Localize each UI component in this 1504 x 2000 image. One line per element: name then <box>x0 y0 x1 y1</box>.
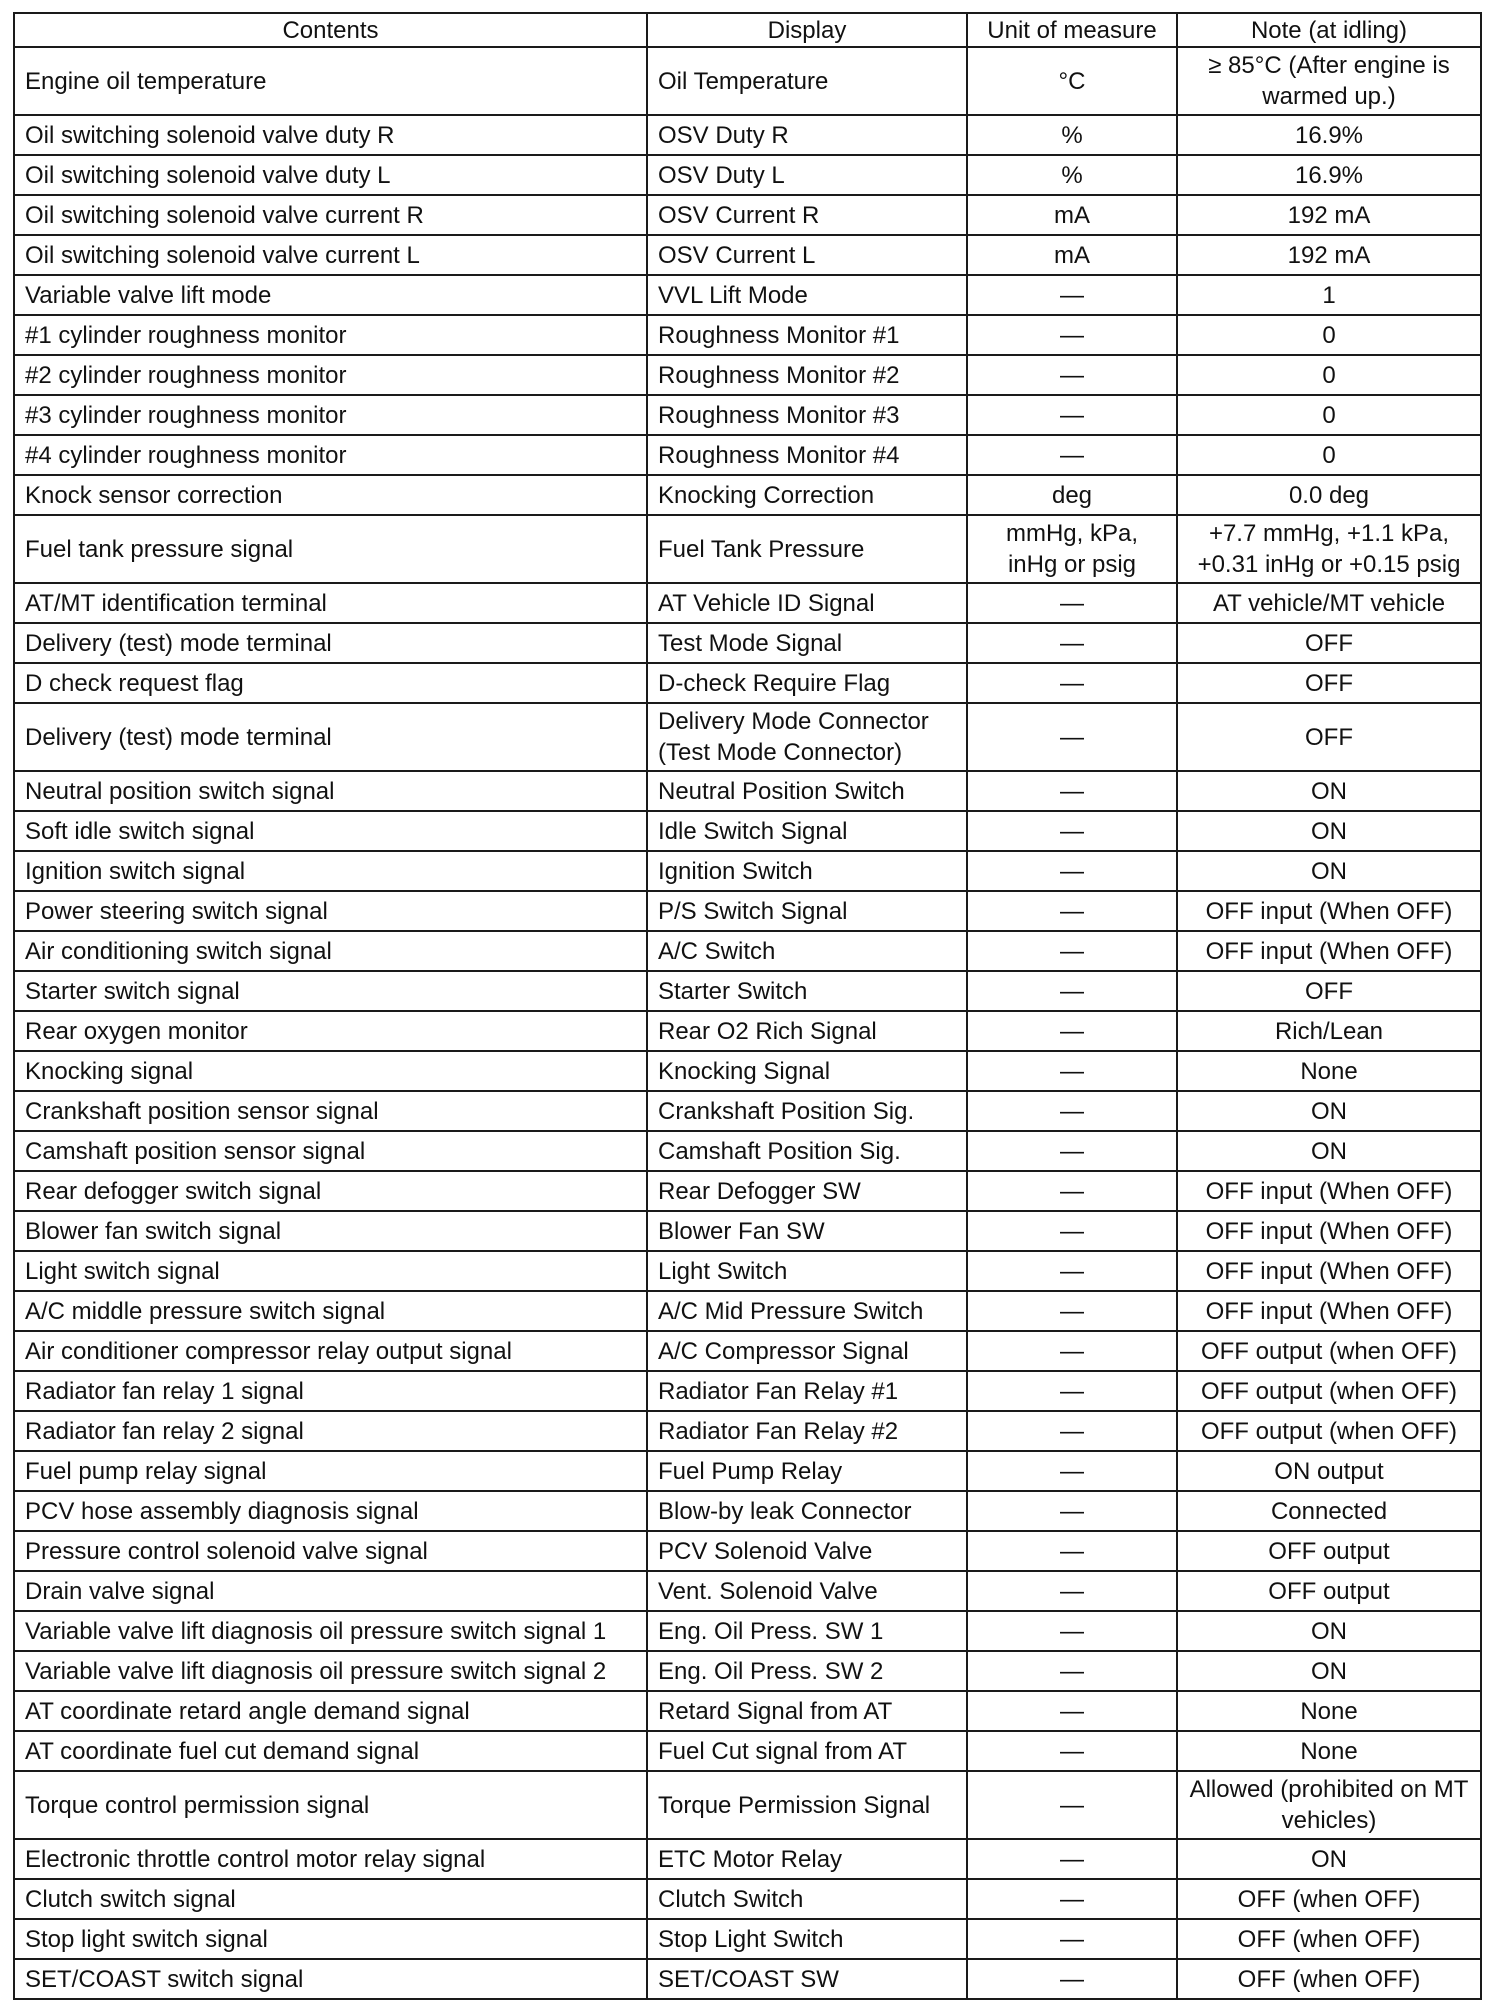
table-row <box>14 851 1481 891</box>
table-row <box>14 1571 1481 1611</box>
cell-contents: Rear oxygen monitor <box>14 1011 647 1051</box>
cell-contents: Air conditioning switch signal <box>14 931 647 971</box>
cell-display: Radiator Fan Relay #1 <box>647 1371 967 1411</box>
table-row <box>14 1331 1481 1371</box>
cell-contents: Blower fan switch signal <box>14 1211 647 1251</box>
cell-unit: — <box>967 1691 1177 1731</box>
cell-display: Rear O2 Rich Signal <box>647 1011 967 1051</box>
table-row <box>14 1839 1481 1879</box>
cell-note: OFF (when OFF) <box>1177 1919 1481 1959</box>
cell-note: 0 <box>1177 435 1481 475</box>
table-row <box>14 1919 1481 1959</box>
cell-contents: Oil switching solenoid valve current R <box>14 195 647 235</box>
cell-note: ≥ 85°C (After engine is warmed up.) <box>1177 47 1481 115</box>
table-row <box>14 1131 1481 1171</box>
cell-note: 0 <box>1177 395 1481 435</box>
cell-contents: Rear defogger switch signal <box>14 1171 647 1211</box>
cell-contents: Variable valve lift diagnosis oil pressure switch signal 2 <box>14 1651 647 1691</box>
cell-note: 0.0 deg <box>1177 475 1481 515</box>
cell-unit: mA <box>967 235 1177 275</box>
table-row <box>14 115 1481 155</box>
cell-display: Fuel Pump Relay <box>647 1451 967 1491</box>
header-note: Note (at idling) <box>1177 13 1481 47</box>
cell-display: P/S Switch Signal <box>647 891 967 931</box>
cell-note: OFF output (when OFF) <box>1177 1331 1481 1371</box>
cell-contents: Knock sensor correction <box>14 475 647 515</box>
cell-note: OFF output (when OFF) <box>1177 1411 1481 1451</box>
cell-unit: — <box>967 931 1177 971</box>
table-body <box>14 47 1481 1999</box>
cell-unit: — <box>967 1651 1177 1691</box>
table-row <box>14 1959 1481 1999</box>
cell-unit: — <box>967 435 1177 475</box>
cell-contents: Camshaft position sensor signal <box>14 1131 647 1171</box>
cell-note: Connected <box>1177 1491 1481 1531</box>
cell-display: A/C Compressor Signal <box>647 1331 967 1371</box>
table-row <box>14 1451 1481 1491</box>
cell-contents: AT coordinate retard angle demand signal <box>14 1691 647 1731</box>
cell-display: Light Switch <box>647 1251 967 1291</box>
table-row <box>14 1691 1481 1731</box>
cell-unit: — <box>967 1731 1177 1771</box>
cell-unit: mA <box>967 195 1177 235</box>
header-contents: Contents <box>14 13 647 47</box>
cell-unit: — <box>967 623 1177 663</box>
cell-note: +7.7 mmHg, +1.1 kPa, +0.31 inHg or +0.15 psig <box>1177 515 1481 583</box>
cell-note: OFF input (When OFF) <box>1177 1251 1481 1291</box>
cell-contents: #1 cylinder roughness monitor <box>14 315 647 355</box>
cell-contents: Power steering switch signal <box>14 891 647 931</box>
cell-note: OFF <box>1177 663 1481 703</box>
cell-contents: Radiator fan relay 2 signal <box>14 1411 647 1451</box>
header-display: Display <box>647 13 967 47</box>
cell-display: Roughness Monitor #3 <box>647 395 967 435</box>
cell-note: ON <box>1177 851 1481 891</box>
cell-unit: — <box>967 315 1177 355</box>
cell-unit: — <box>967 1051 1177 1091</box>
cell-note: None <box>1177 1731 1481 1771</box>
cell-display: SET/COAST SW <box>647 1959 967 1999</box>
table-row <box>14 1011 1481 1051</box>
table-row <box>14 1171 1481 1211</box>
cell-note: ON <box>1177 1651 1481 1691</box>
cell-display: Roughness Monitor #1 <box>647 315 967 355</box>
table-row <box>14 663 1481 703</box>
table-row <box>14 931 1481 971</box>
cell-unit: % <box>967 115 1177 155</box>
cell-unit: — <box>967 851 1177 891</box>
cell-display: Test Mode Signal <box>647 623 967 663</box>
table-row <box>14 1371 1481 1411</box>
table-row <box>14 1091 1481 1131</box>
cell-note: ON output <box>1177 1451 1481 1491</box>
table-row <box>14 623 1481 663</box>
table-row <box>14 583 1481 623</box>
cell-display: Radiator Fan Relay #2 <box>647 1411 967 1451</box>
cell-unit: °C <box>967 47 1177 115</box>
table-row <box>14 771 1481 811</box>
cell-note: None <box>1177 1051 1481 1091</box>
cell-contents: Light switch signal <box>14 1251 647 1291</box>
table-row <box>14 1531 1481 1571</box>
cell-contents: Torque control permission signal <box>14 1771 647 1839</box>
cell-contents: SET/COAST switch signal <box>14 1959 647 1999</box>
cell-display: Roughness Monitor #4 <box>647 435 967 475</box>
cell-unit: % <box>967 155 1177 195</box>
cell-display: OSV Current R <box>647 195 967 235</box>
cell-note: OFF output (when OFF) <box>1177 1371 1481 1411</box>
cell-display: AT Vehicle ID Signal <box>647 583 967 623</box>
cell-display: Delivery Mode Connector (Test Mode Connector) <box>647 703 967 771</box>
cell-unit: — <box>967 1171 1177 1211</box>
cell-display: A/C Mid Pressure Switch <box>647 1291 967 1331</box>
cell-display: Ignition Switch <box>647 851 967 891</box>
cell-note: 16.9% <box>1177 155 1481 195</box>
cell-contents: #2 cylinder roughness monitor <box>14 355 647 395</box>
cell-note: OFF input (When OFF) <box>1177 931 1481 971</box>
cell-unit: — <box>967 703 1177 771</box>
cell-display: OSV Current L <box>647 235 967 275</box>
cell-note: ON <box>1177 811 1481 851</box>
table-row <box>14 355 1481 395</box>
table-row <box>14 1611 1481 1651</box>
cell-contents: Variable valve lift mode <box>14 275 647 315</box>
cell-display: OSV Duty R <box>647 115 967 155</box>
table-row <box>14 475 1481 515</box>
cell-display: Camshaft Position Sig. <box>647 1131 967 1171</box>
table-row <box>14 1879 1481 1919</box>
table-row <box>14 275 1481 315</box>
cell-contents: #4 cylinder roughness monitor <box>14 435 647 475</box>
cell-unit: — <box>967 1011 1177 1051</box>
table-row <box>14 891 1481 931</box>
cell-unit: — <box>967 1611 1177 1651</box>
cell-note: OFF input (When OFF) <box>1177 891 1481 931</box>
cell-contents: Air conditioner compressor relay output signal <box>14 1331 647 1371</box>
cell-unit: — <box>967 1251 1177 1291</box>
cell-unit: — <box>967 1411 1177 1451</box>
cell-contents: D check request flag <box>14 663 647 703</box>
table-row <box>14 235 1481 275</box>
cell-note: Allowed (prohibited on MT vehicles) <box>1177 1771 1481 1839</box>
cell-display: Fuel Tank Pressure <box>647 515 967 583</box>
table-row <box>14 1771 1481 1839</box>
cell-display: ETC Motor Relay <box>647 1839 967 1879</box>
cell-note: OFF input (When OFF) <box>1177 1291 1481 1331</box>
cell-contents: Crankshaft position sensor signal <box>14 1091 647 1131</box>
cell-unit: — <box>967 811 1177 851</box>
cell-note: ON <box>1177 1611 1481 1651</box>
cell-note: OFF <box>1177 703 1481 771</box>
cell-unit: — <box>967 1531 1177 1571</box>
cell-unit: — <box>967 971 1177 1011</box>
table-row <box>14 315 1481 355</box>
cell-display: Vent. Solenoid Valve <box>647 1571 967 1611</box>
cell-contents: A/C middle pressure switch signal <box>14 1291 647 1331</box>
cell-display: Crankshaft Position Sig. <box>647 1091 967 1131</box>
cell-display: Knocking Correction <box>647 475 967 515</box>
cell-unit: — <box>967 1131 1177 1171</box>
table-row <box>14 155 1481 195</box>
cell-display: Retard Signal from AT <box>647 1691 967 1731</box>
table-row <box>14 1211 1481 1251</box>
table-row <box>14 395 1481 435</box>
data-table <box>13 12 1482 2000</box>
table-row <box>14 971 1481 1011</box>
cell-display: Fuel Cut signal from AT <box>647 1731 967 1771</box>
cell-display: OSV Duty L <box>647 155 967 195</box>
cell-contents: Oil switching solenoid valve current L <box>14 235 647 275</box>
cell-unit: — <box>967 1491 1177 1531</box>
cell-display: Stop Light Switch <box>647 1919 967 1959</box>
cell-display: VVL Lift Mode <box>647 275 967 315</box>
cell-display: Rear Defogger SW <box>647 1171 967 1211</box>
cell-display: Eng. Oil Press. SW 1 <box>647 1611 967 1651</box>
cell-unit: — <box>967 1291 1177 1331</box>
cell-display: Starter Switch <box>647 971 967 1011</box>
cell-display: Idle Switch Signal <box>647 811 967 851</box>
cell-unit: — <box>967 1771 1177 1839</box>
cell-unit: — <box>967 771 1177 811</box>
cell-note: OFF (when OFF) <box>1177 1879 1481 1919</box>
cell-unit: — <box>967 1919 1177 1959</box>
cell-note: 0 <box>1177 315 1481 355</box>
cell-unit: — <box>967 891 1177 931</box>
cell-unit: — <box>967 583 1177 623</box>
cell-note: Rich/Lean <box>1177 1011 1481 1051</box>
cell-unit: — <box>967 1959 1177 1999</box>
table-row <box>14 811 1481 851</box>
cell-contents: Oil switching solenoid valve duty L <box>14 155 647 195</box>
cell-contents: #3 cylinder roughness monitor <box>14 395 647 435</box>
cell-contents: Radiator fan relay 1 signal <box>14 1371 647 1411</box>
cell-note: OFF output <box>1177 1571 1481 1611</box>
cell-unit: — <box>967 1211 1177 1251</box>
cell-display: D-check Require Flag <box>647 663 967 703</box>
cell-contents: Knocking signal <box>14 1051 647 1091</box>
cell-note: 192 mA <box>1177 235 1481 275</box>
cell-contents: Ignition switch signal <box>14 851 647 891</box>
cell-unit: — <box>967 1839 1177 1879</box>
cell-contents: Engine oil temperature <box>14 47 647 115</box>
cell-contents: Delivery (test) mode terminal <box>14 703 647 771</box>
cell-note: OFF input (When OFF) <box>1177 1211 1481 1251</box>
cell-display: Oil Temperature <box>647 47 967 115</box>
cell-unit: — <box>967 275 1177 315</box>
cell-unit: — <box>967 1371 1177 1411</box>
cell-note: AT vehicle/MT vehicle <box>1177 583 1481 623</box>
cell-unit: — <box>967 1091 1177 1131</box>
cell-display: Knocking Signal <box>647 1051 967 1091</box>
table-row <box>14 1251 1481 1291</box>
cell-note: 1 <box>1177 275 1481 315</box>
cell-note: ON <box>1177 1131 1481 1171</box>
table-row <box>14 435 1481 475</box>
cell-unit: — <box>967 1331 1177 1371</box>
table-row <box>14 1291 1481 1331</box>
cell-contents: Pressure control solenoid valve signal <box>14 1531 647 1571</box>
cell-note: OFF (when OFF) <box>1177 1959 1481 1999</box>
cell-note: None <box>1177 1691 1481 1731</box>
table-row <box>14 47 1481 115</box>
cell-display: Torque Permission Signal <box>647 1771 967 1839</box>
cell-unit: mmHg, kPa, inHg or psig <box>967 515 1177 583</box>
cell-contents: AT/MT identification terminal <box>14 583 647 623</box>
cell-contents: Fuel pump relay signal <box>14 1451 647 1491</box>
table-row <box>14 703 1481 771</box>
cell-unit: deg <box>967 475 1177 515</box>
table-header <box>14 13 1481 47</box>
cell-contents: Fuel tank pressure signal <box>14 515 647 583</box>
table-row <box>14 1651 1481 1691</box>
cell-unit: — <box>967 355 1177 395</box>
cell-unit: — <box>967 663 1177 703</box>
cell-note: ON <box>1177 771 1481 811</box>
cell-contents: Clutch switch signal <box>14 1879 647 1919</box>
cell-note: OFF input (When OFF) <box>1177 1171 1481 1211</box>
cell-contents: Stop light switch signal <box>14 1919 647 1959</box>
table-row <box>14 515 1481 583</box>
cell-contents: Oil switching solenoid valve duty R <box>14 115 647 155</box>
cell-display: Roughness Monitor #2 <box>647 355 967 395</box>
cell-contents: Neutral position switch signal <box>14 771 647 811</box>
cell-note: ON <box>1177 1839 1481 1879</box>
cell-display: A/C Switch <box>647 931 967 971</box>
cell-display: Clutch Switch <box>647 1879 967 1919</box>
cell-unit: — <box>967 1571 1177 1611</box>
header-row <box>14 13 1481 47</box>
cell-contents: AT coordinate fuel cut demand signal <box>14 1731 647 1771</box>
table-row <box>14 1731 1481 1771</box>
cell-display: Blow-by leak Connector <box>647 1491 967 1531</box>
cell-contents: Starter switch signal <box>14 971 647 1011</box>
table-row <box>14 1491 1481 1531</box>
cell-display: Blower Fan SW <box>647 1211 967 1251</box>
cell-contents: Electronic throttle control motor relay signal <box>14 1839 647 1879</box>
cell-note: OFF <box>1177 623 1481 663</box>
cell-note: OFF <box>1177 971 1481 1011</box>
header-unit: Unit of measure <box>967 13 1177 47</box>
table-row <box>14 195 1481 235</box>
table-row <box>14 1051 1481 1091</box>
cell-display: Eng. Oil Press. SW 2 <box>647 1651 967 1691</box>
cell-display: PCV Solenoid Valve <box>647 1531 967 1571</box>
cell-note: ON <box>1177 1091 1481 1131</box>
cell-contents: PCV hose assembly diagnosis signal <box>14 1491 647 1531</box>
cell-display: Neutral Position Switch <box>647 771 967 811</box>
cell-contents: Delivery (test) mode terminal <box>14 623 647 663</box>
cell-contents: Soft idle switch signal <box>14 811 647 851</box>
cell-note: 0 <box>1177 355 1481 395</box>
cell-note: 16.9% <box>1177 115 1481 155</box>
table-row <box>14 1411 1481 1451</box>
cell-unit: — <box>967 395 1177 435</box>
cell-contents: Variable valve lift diagnosis oil pressure switch signal 1 <box>14 1611 647 1651</box>
cell-unit: — <box>967 1451 1177 1491</box>
cell-note: 192 mA <box>1177 195 1481 235</box>
cell-unit: — <box>967 1879 1177 1919</box>
cell-contents: Drain valve signal <box>14 1571 647 1611</box>
cell-note: OFF output <box>1177 1531 1481 1571</box>
